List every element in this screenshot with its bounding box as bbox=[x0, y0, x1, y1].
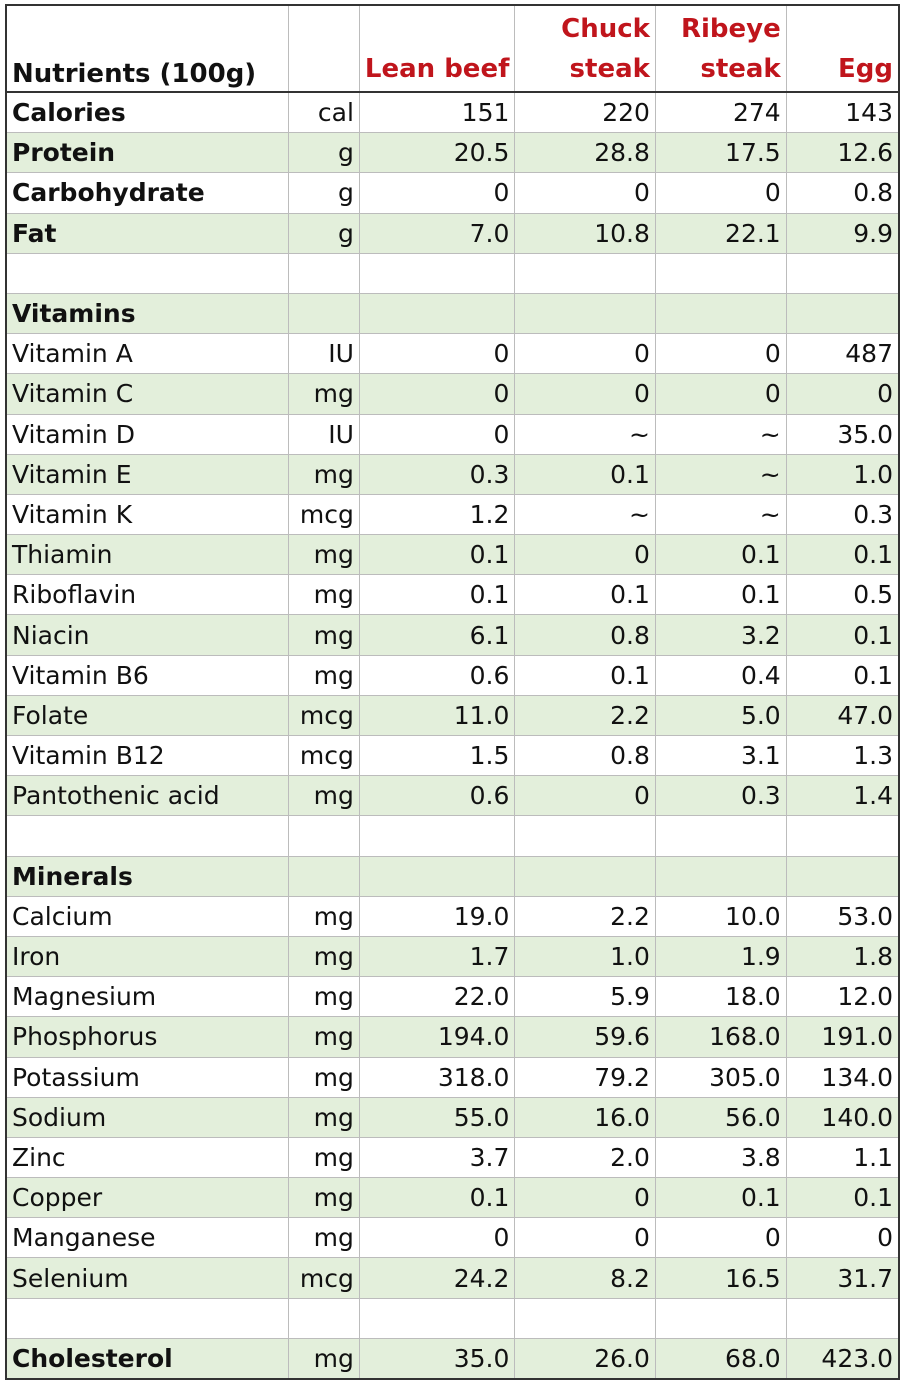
value-cell[interactable]: 0 bbox=[515, 776, 656, 816]
unit-cell[interactable]: mg bbox=[288, 535, 359, 575]
value-cell[interactable] bbox=[359, 816, 515, 856]
unit-cell[interactable]: mg bbox=[288, 1017, 359, 1057]
table-row bbox=[6, 1178, 899, 1218]
table-row bbox=[6, 977, 899, 1017]
nutrient-name-cell[interactable]: Riboflavin bbox=[6, 575, 288, 615]
unit-header[interactable] bbox=[288, 5, 359, 92]
table-row bbox=[6, 1017, 899, 1057]
value-cell[interactable]: 191.0 bbox=[786, 1017, 899, 1057]
nutrient-name-cell[interactable]: Folate bbox=[6, 695, 288, 735]
value-cell[interactable]: 3.2 bbox=[655, 615, 786, 655]
value-cell[interactable]: 0.3 bbox=[786, 494, 899, 534]
value-cell[interactable]: 423.0 bbox=[786, 1338, 899, 1379]
unit-cell[interactable]: mg bbox=[288, 1137, 359, 1177]
value-cell[interactable]: 0.1 bbox=[655, 575, 786, 615]
value-cell[interactable] bbox=[515, 253, 656, 293]
table-row bbox=[6, 293, 899, 333]
value-cell[interactable]: 35.0 bbox=[786, 414, 899, 454]
nutrient-name-cell[interactable]: Vitamin D bbox=[6, 414, 288, 454]
table-row bbox=[6, 535, 899, 575]
value-cell[interactable] bbox=[655, 856, 786, 896]
value-cell[interactable]: 28.8 bbox=[515, 133, 656, 173]
value-cell[interactable]: 68.0 bbox=[655, 1338, 786, 1379]
nutrient-name-cell[interactable]: Calories bbox=[6, 92, 288, 133]
value-cell[interactable]: 11.0 bbox=[359, 695, 515, 735]
value-cell[interactable] bbox=[786, 293, 899, 333]
value-cell[interactable] bbox=[786, 856, 899, 896]
value-cell[interactable]: 1.4 bbox=[786, 776, 899, 816]
unit-cell[interactable]: mg bbox=[288, 776, 359, 816]
value-cell[interactable]: 0.8 bbox=[515, 615, 656, 655]
col-header-egg[interactable] bbox=[786, 5, 899, 92]
value-cell[interactable]: 55.0 bbox=[359, 1097, 515, 1137]
value-cell[interactable]: 17.5 bbox=[655, 133, 786, 173]
value-cell[interactable]: 79.2 bbox=[515, 1057, 656, 1097]
value-cell[interactable]: 10.8 bbox=[515, 213, 656, 253]
value-cell[interactable]: 6.1 bbox=[359, 615, 515, 655]
value-cell[interactable]: 59.6 bbox=[515, 1017, 656, 1057]
value-cell[interactable]: 12.0 bbox=[786, 977, 899, 1017]
unit-cell[interactable]: mg bbox=[288, 977, 359, 1017]
unit-cell[interactable]: g bbox=[288, 173, 359, 213]
unit-cell[interactable]: mcg bbox=[288, 1258, 359, 1298]
value-cell[interactable]: 0 bbox=[359, 1218, 515, 1258]
col-header-line2: steak bbox=[569, 54, 650, 84]
value-cell[interactable] bbox=[786, 816, 899, 856]
nutrient-name-cell[interactable]: Copper bbox=[6, 1178, 288, 1218]
nutrient-name-cell[interactable]: Magnesium bbox=[6, 977, 288, 1017]
value-cell[interactable]: ~ bbox=[655, 414, 786, 454]
nutrient-name-cell[interactable]: Calcium bbox=[6, 896, 288, 936]
table-row bbox=[6, 615, 899, 655]
value-cell[interactable]: 0 bbox=[515, 1218, 656, 1258]
value-cell[interactable]: 35.0 bbox=[359, 1338, 515, 1379]
table-row bbox=[6, 1218, 899, 1258]
value-cell[interactable]: 0.1 bbox=[359, 1178, 515, 1218]
col-header-lean-beef[interactable] bbox=[359, 5, 515, 92]
value-cell[interactable]: 56.0 bbox=[655, 1097, 786, 1137]
nutrient-name-cell[interactable]: Thiamin bbox=[6, 535, 288, 575]
value-cell[interactable]: 1.2 bbox=[359, 494, 515, 534]
value-cell[interactable]: 5.0 bbox=[655, 695, 786, 735]
value-cell[interactable]: 0.6 bbox=[359, 655, 515, 695]
table-row bbox=[6, 173, 899, 213]
value-cell[interactable]: 274 bbox=[655, 92, 786, 133]
unit-cell[interactable] bbox=[288, 1298, 359, 1338]
unit-cell[interactable] bbox=[288, 253, 359, 293]
value-cell[interactable]: 22.1 bbox=[655, 213, 786, 253]
value-cell[interactable]: ~ bbox=[655, 494, 786, 534]
value-cell[interactable]: 0.1 bbox=[359, 535, 515, 575]
nutrient-name-cell[interactable]: Zinc bbox=[6, 1137, 288, 1177]
nutrition-table bbox=[5, 4, 900, 1380]
value-cell[interactable]: 1.8 bbox=[786, 936, 899, 976]
value-cell[interactable]: 194.0 bbox=[359, 1017, 515, 1057]
col-header-chuck-steak[interactable] bbox=[515, 5, 656, 92]
nutrient-name-cell[interactable]: Fat bbox=[6, 213, 288, 253]
value-cell[interactable]: 1.9 bbox=[655, 936, 786, 976]
value-cell[interactable]: 0.1 bbox=[786, 615, 899, 655]
nutrient-name-cell[interactable]: Iron bbox=[6, 936, 288, 976]
value-cell[interactable]: 0 bbox=[359, 173, 515, 213]
value-cell[interactable]: 0 bbox=[515, 334, 656, 374]
nutrients-header[interactable]: Nutrients (100g) bbox=[6, 5, 288, 92]
table-row bbox=[6, 1057, 899, 1097]
unit-cell[interactable]: g bbox=[288, 133, 359, 173]
value-cell[interactable]: 143 bbox=[786, 92, 899, 133]
value-cell[interactable]: 7.0 bbox=[359, 213, 515, 253]
table-row bbox=[6, 736, 899, 776]
value-cell[interactable] bbox=[359, 253, 515, 293]
unit-cell[interactable] bbox=[288, 293, 359, 333]
nutrient-name-cell[interactable]: Protein bbox=[6, 133, 288, 173]
value-cell[interactable]: 0.1 bbox=[655, 1178, 786, 1218]
value-cell[interactable]: 22.0 bbox=[359, 977, 515, 1017]
col-header-line2: steak bbox=[700, 54, 781, 84]
value-cell[interactable]: 0 bbox=[515, 173, 656, 213]
value-cell[interactable]: 3.7 bbox=[359, 1137, 515, 1177]
nutrient-name-cell[interactable]: Vitamin A bbox=[6, 334, 288, 374]
value-cell[interactable]: 0.8 bbox=[515, 736, 656, 776]
value-cell[interactable]: 0.8 bbox=[786, 173, 899, 213]
value-cell[interactable]: 0.3 bbox=[655, 776, 786, 816]
value-cell[interactable]: 1.5 bbox=[359, 736, 515, 776]
unit-cell[interactable]: mg bbox=[288, 1178, 359, 1218]
value-cell[interactable] bbox=[655, 1298, 786, 1338]
value-cell[interactable]: 0 bbox=[515, 535, 656, 575]
nutrient-name-cell[interactable] bbox=[6, 253, 288, 293]
value-cell[interactable]: 5.9 bbox=[515, 977, 656, 1017]
value-cell[interactable]: 1.0 bbox=[515, 936, 656, 976]
value-cell[interactable]: 31.7 bbox=[786, 1258, 899, 1298]
unit-cell[interactable]: IU bbox=[288, 334, 359, 374]
value-cell[interactable]: 1.1 bbox=[786, 1137, 899, 1177]
value-cell[interactable]: 0.1 bbox=[515, 454, 656, 494]
nutrient-name-cell[interactable]: Minerals bbox=[6, 856, 288, 896]
col-header-line2: Lean beef bbox=[364, 54, 510, 84]
col-header-line1: Ribeye bbox=[680, 14, 781, 44]
value-cell[interactable]: 3.8 bbox=[655, 1137, 786, 1177]
value-cell[interactable]: 0 bbox=[655, 173, 786, 213]
nutrient-name-cell[interactable]: Vitamin B12 bbox=[6, 736, 288, 776]
value-cell[interactable]: 0.1 bbox=[655, 535, 786, 575]
value-cell[interactable]: 3.1 bbox=[655, 736, 786, 776]
value-cell[interactable] bbox=[515, 816, 656, 856]
value-cell[interactable]: 12.6 bbox=[786, 133, 899, 173]
value-cell[interactable] bbox=[515, 1298, 656, 1338]
nutrient-name-cell[interactable] bbox=[6, 816, 288, 856]
nutrient-name-cell[interactable]: Cholesterol bbox=[6, 1338, 288, 1379]
nutrient-name-cell[interactable]: Selenium bbox=[6, 1258, 288, 1298]
table-row bbox=[6, 1298, 899, 1338]
table-row bbox=[6, 856, 899, 896]
value-cell[interactable]: 1.3 bbox=[786, 736, 899, 776]
value-cell[interactable]: 0.1 bbox=[786, 1178, 899, 1218]
value-cell[interactable]: 318.0 bbox=[359, 1057, 515, 1097]
value-cell[interactable]: 18.0 bbox=[655, 977, 786, 1017]
value-cell[interactable]: 19.0 bbox=[359, 896, 515, 936]
value-cell[interactable]: 16.5 bbox=[655, 1258, 786, 1298]
value-cell[interactable]: ~ bbox=[515, 414, 656, 454]
value-cell[interactable]: 0.4 bbox=[655, 655, 786, 695]
table-row bbox=[6, 1258, 899, 1298]
unit-cell[interactable]: mg bbox=[288, 1097, 359, 1137]
value-cell[interactable] bbox=[359, 1298, 515, 1338]
value-cell[interactable]: 0.3 bbox=[359, 454, 515, 494]
value-cell[interactable] bbox=[655, 816, 786, 856]
nutrient-name-cell[interactable]: Vitamin K bbox=[6, 494, 288, 534]
value-cell[interactable]: ~ bbox=[655, 454, 786, 494]
unit-cell[interactable]: mg bbox=[288, 1057, 359, 1097]
header-row bbox=[6, 5, 899, 92]
table-row bbox=[6, 494, 899, 534]
value-cell[interactable] bbox=[655, 253, 786, 293]
value-cell[interactable]: 0.6 bbox=[359, 776, 515, 816]
col-header-ribeye-steak[interactable] bbox=[655, 5, 786, 92]
value-cell[interactable] bbox=[786, 253, 899, 293]
nutrient-name-cell[interactable]: Phosphorus bbox=[6, 1017, 288, 1057]
nutrient-name-cell[interactable]: Pantothenic acid bbox=[6, 776, 288, 816]
value-cell[interactable]: 26.0 bbox=[515, 1338, 656, 1379]
value-cell[interactable]: 2.2 bbox=[515, 695, 656, 735]
value-cell[interactable]: 10.0 bbox=[655, 896, 786, 936]
value-cell[interactable]: 134.0 bbox=[786, 1057, 899, 1097]
value-cell[interactable]: 0.1 bbox=[359, 575, 515, 615]
table-row bbox=[6, 575, 899, 615]
table-row bbox=[6, 1338, 899, 1379]
table-row bbox=[6, 1097, 899, 1137]
value-cell[interactable]: 2.2 bbox=[515, 896, 656, 936]
unit-cell[interactable]: cal bbox=[288, 92, 359, 133]
value-cell[interactable]: 0 bbox=[515, 1178, 656, 1218]
nutrient-name-cell[interactable]: Vitamin E bbox=[6, 454, 288, 494]
unit-cell[interactable]: IU bbox=[288, 414, 359, 454]
nutrient-name-cell[interactable]: Vitamin C bbox=[6, 374, 288, 414]
value-cell[interactable]: 0 bbox=[359, 414, 515, 454]
value-cell[interactable] bbox=[515, 293, 656, 333]
table-row bbox=[6, 133, 899, 173]
value-cell[interactable]: 0 bbox=[655, 1218, 786, 1258]
value-cell[interactable]: 305.0 bbox=[655, 1057, 786, 1097]
nutrient-name-cell[interactable]: Manganese bbox=[6, 1218, 288, 1258]
value-cell[interactable] bbox=[655, 293, 786, 333]
value-cell[interactable]: 140.0 bbox=[786, 1097, 899, 1137]
unit-cell[interactable]: g bbox=[288, 213, 359, 253]
value-cell[interactable]: 2.0 bbox=[515, 1137, 656, 1177]
value-cell[interactable]: 24.2 bbox=[359, 1258, 515, 1298]
value-cell[interactable]: 0.1 bbox=[786, 655, 899, 695]
value-cell[interactable] bbox=[359, 293, 515, 333]
unit-cell[interactable] bbox=[288, 816, 359, 856]
table-row bbox=[6, 1137, 899, 1177]
value-cell[interactable]: 1.0 bbox=[786, 454, 899, 494]
value-cell[interactable]: 0 bbox=[786, 374, 899, 414]
table-row bbox=[6, 213, 899, 253]
nutrient-name-cell[interactable]: Vitamin B6 bbox=[6, 655, 288, 695]
value-cell[interactable]: 151 bbox=[359, 92, 515, 133]
unit-cell[interactable]: mg bbox=[288, 374, 359, 414]
value-cell[interactable]: 0 bbox=[786, 1218, 899, 1258]
value-cell[interactable]: 16.0 bbox=[515, 1097, 656, 1137]
unit-cell[interactable]: mg bbox=[288, 936, 359, 976]
unit-cell[interactable]: mcg bbox=[288, 695, 359, 735]
value-cell[interactable] bbox=[359, 856, 515, 896]
value-cell[interactable]: 53.0 bbox=[786, 896, 899, 936]
value-cell[interactable]: 0.1 bbox=[515, 575, 656, 615]
value-cell[interactable]: 0.1 bbox=[515, 655, 656, 695]
table-row bbox=[6, 92, 899, 133]
unit-cell[interactable]: mg bbox=[288, 615, 359, 655]
value-cell[interactable]: 8.2 bbox=[515, 1258, 656, 1298]
nutrient-name-cell[interactable]: Carbohydrate bbox=[6, 173, 288, 213]
unit-cell[interactable]: mcg bbox=[288, 736, 359, 776]
value-cell[interactable]: ~ bbox=[515, 494, 656, 534]
table-row bbox=[6, 896, 899, 936]
value-cell[interactable]: 0 bbox=[359, 334, 515, 374]
table-row bbox=[6, 454, 899, 494]
value-cell[interactable]: 220 bbox=[515, 92, 656, 133]
value-cell[interactable]: 1.7 bbox=[359, 936, 515, 976]
value-cell[interactable]: 0 bbox=[655, 334, 786, 374]
table-row bbox=[6, 334, 899, 374]
value-cell[interactable]: 20.5 bbox=[359, 133, 515, 173]
unit-cell[interactable]: mg bbox=[288, 454, 359, 494]
table-row bbox=[6, 936, 899, 976]
table-row bbox=[6, 414, 899, 454]
nutrient-name-cell[interactable]: Sodium bbox=[6, 1097, 288, 1137]
value-cell[interactable]: 0.1 bbox=[786, 535, 899, 575]
unit-cell[interactable]: mg bbox=[288, 1338, 359, 1379]
unit-cell[interactable]: mg bbox=[288, 1218, 359, 1258]
table-row bbox=[6, 816, 899, 856]
unit-cell[interactable]: mcg bbox=[288, 494, 359, 534]
value-cell[interactable]: 168.0 bbox=[655, 1017, 786, 1057]
table-row bbox=[6, 776, 899, 816]
unit-cell[interactable]: mg bbox=[288, 896, 359, 936]
value-cell[interactable]: 9.9 bbox=[786, 213, 899, 253]
value-cell[interactable]: 47.0 bbox=[786, 695, 899, 735]
col-header-line2: Egg bbox=[838, 54, 893, 84]
nutrient-name-cell[interactable]: Vitamins bbox=[6, 293, 288, 333]
value-cell[interactable] bbox=[786, 1298, 899, 1338]
table-row bbox=[6, 253, 899, 293]
value-cell[interactable]: 0 bbox=[359, 374, 515, 414]
value-cell[interactable]: 0 bbox=[655, 374, 786, 414]
value-cell[interactable] bbox=[515, 856, 656, 896]
value-cell[interactable]: 0.5 bbox=[786, 575, 899, 615]
value-cell[interactable]: 0 bbox=[515, 374, 656, 414]
value-cell[interactable]: 487 bbox=[786, 334, 899, 374]
nutrient-name-cell[interactable] bbox=[6, 1298, 288, 1338]
table-row bbox=[6, 655, 899, 695]
nutrient-name-cell[interactable]: Potassium bbox=[6, 1057, 288, 1097]
unit-cell[interactable] bbox=[288, 856, 359, 896]
col-header-line1: Chuck bbox=[561, 14, 650, 44]
unit-cell[interactable]: mg bbox=[288, 655, 359, 695]
nutrient-name-cell[interactable]: Niacin bbox=[6, 615, 288, 655]
table-row bbox=[6, 695, 899, 735]
table-row bbox=[6, 374, 899, 414]
unit-cell[interactable]: mg bbox=[288, 575, 359, 615]
